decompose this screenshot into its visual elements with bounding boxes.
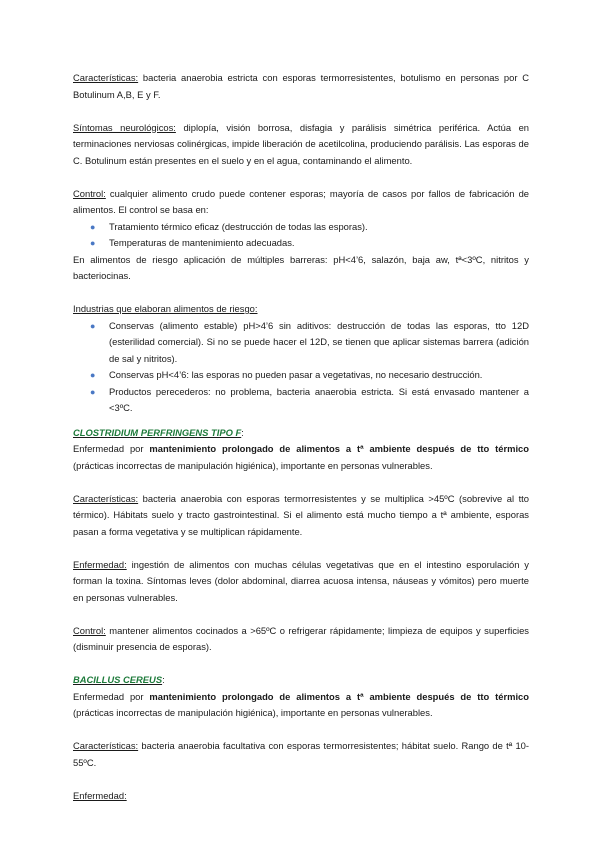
perfringens-caracteristicas: [73, 491, 529, 541]
list-item: [73, 219, 529, 236]
caracteristicas-label: Características:: [73, 492, 139, 504]
cereus-heading: BACILLUS CEREUS: [73, 674, 163, 685]
industrias-label: Industrias que elaboran alimentos de riesgo:: [73, 303, 258, 314]
enfermedad-text: ingestión de alimentos con muchas células vegetativas que en el intestino esporulación y forman la toxina. Síntomas leves (dolor abdominal, diarrea acuosa intensa, náuseas y vómitos) pero muerte en personas vulnerables.: [73, 558, 529, 603]
industrias-paragraph: [73, 301, 529, 318]
control-paragraph: [73, 186, 529, 219]
list-item-text: Conservas pH<4’6: las esporas no pueden pasar a vegetativas, no necesario destrucción.: [109, 369, 483, 380]
control-text: cualquier alimento crudo puede contener esporas; mayoría de casos por fallos de fabricación de alimentos. El control se basa en:: [73, 187, 529, 215]
intro-text: Enfermedad por: [73, 443, 150, 454]
control-label: Control:: [73, 624, 106, 636]
intro-text: (prácticas incorrectas de manipulación higiénica), importante en personas vulnerables.: [73, 459, 433, 471]
list-item-text: Temperaturas de mantenimiento adecuadas.: [109, 237, 295, 248]
list-item-text: Productos perecederos: no problema, bacteria anaerobia estricta. Si está envasado mantener a <3ºC.: [109, 385, 529, 413]
control-after-text: En alimentos de riesgo aplicación de múltiples barreras: pH<4’6, salazón, baja aw, tª<3ºC, nitritos y bacteriocinas.: [73, 253, 529, 281]
perfringens-enfermedad: [73, 557, 529, 607]
bullet-icon: ●: [90, 370, 96, 380]
list-item: [73, 318, 529, 368]
bullet-icon: ●: [90, 238, 96, 248]
caracteristicas-text: bacteria anaerobia con esporas termorresistentes y se multiplica >45ºC (sobrevive al tto térmico). Hábitats suelo y tracto gastrointestinal. Si el alimento está mucho tiempo a tª ambiente, esporas pasan a forma vegetativa y se multiplican rápidamente.: [73, 492, 530, 537]
enfermedad-label: Enfermedad:: [73, 558, 127, 570]
control-bullet-list: [73, 219, 529, 252]
control-label: Control:: [73, 187, 106, 199]
intro-text: Enfermedad por: [73, 690, 150, 702]
control-text: mantener alimentos cocinados a >65ºC o refrigerar rápidamente; limpieza de equipos y superficies (disminuir presencia de esporas).: [73, 624, 529, 652]
caracteristicas-text: bacteria anaerobia estricta con esporas termorresistentes, botulismo en personas por C Botulinum A,B, E y F.: [73, 72, 530, 100]
caracteristicas-label: Características:: [73, 740, 139, 751]
list-item-text: Tratamiento térmico eficaz (destrucción de todas las esporas).: [109, 220, 368, 232]
enfermedad-label: Enfermedad:: [73, 789, 127, 801]
cereus-heading-line: [73, 672, 529, 689]
industrias-bullet-list: [73, 318, 529, 417]
list-item-text: Conservas (alimento estable) pH>4’6 sin aditivos: destrucción de todas las esporas, tto 12D (esterilidad comercial). Si no se puede hacer el 12D, se tienen que aplicar sistemas barrera (adición de sal y nitritos).: [109, 319, 529, 364]
perfringens-intro: [73, 441, 529, 474]
cereus-enfermedad: [73, 788, 529, 805]
perfringens-heading: CLOSTRIDIUM PERFRINGENS TIPO F: [73, 426, 242, 438]
intro-bold-text: mantenimiento prolongado de alimentos a tª ambiente después de tto térmico: [149, 690, 529, 702]
caracteristicas-paragraph: [73, 70, 529, 103]
perfringens-control: [73, 623, 529, 656]
sintomas-label: Síntomas neurológicos:: [73, 121, 176, 133]
cereus-caracteristicas: [73, 738, 529, 771]
caracteristicas-text: bacteria anaerobia facultativa con esporas termorresistentes; hábitat suelo. Rango de tª 10-55ºC.: [73, 740, 529, 768]
perfringens-heading-line: [73, 425, 529, 442]
perfringens-heading-colon: :: [241, 426, 244, 438]
list-item: [73, 384, 529, 417]
bullet-icon: ●: [90, 386, 96, 397]
bullet-icon: ●: [90, 221, 96, 232]
cereus-heading-colon: :: [162, 674, 165, 685]
sintomas-paragraph: [73, 120, 529, 170]
list-item: [73, 367, 529, 384]
document-body: [73, 70, 529, 804]
sintomas-text: diplopía, visión borrosa, disfagia y parálisis simétrica periférica. Actúa en terminaciones nerviosas colinérgicas, impide liberación de acetilcolina, produciendo parálisis. Las esporas de C. Botulinum están presentes en el suelo y en el agua, contaminando el alimento.: [73, 121, 529, 166]
bullet-icon: ●: [90, 320, 96, 331]
intro-text: (prácticas incorrectas de manipulación higiénica), importante en personas vulnerables.: [73, 707, 433, 718]
caracteristicas-label: Características:: [73, 72, 139, 83]
cereus-intro: [73, 689, 529, 722]
intro-bold-text: mantenimiento prolongado de alimentos a tª ambiente después de tto térmico: [149, 443, 529, 454]
list-item: [73, 235, 529, 252]
